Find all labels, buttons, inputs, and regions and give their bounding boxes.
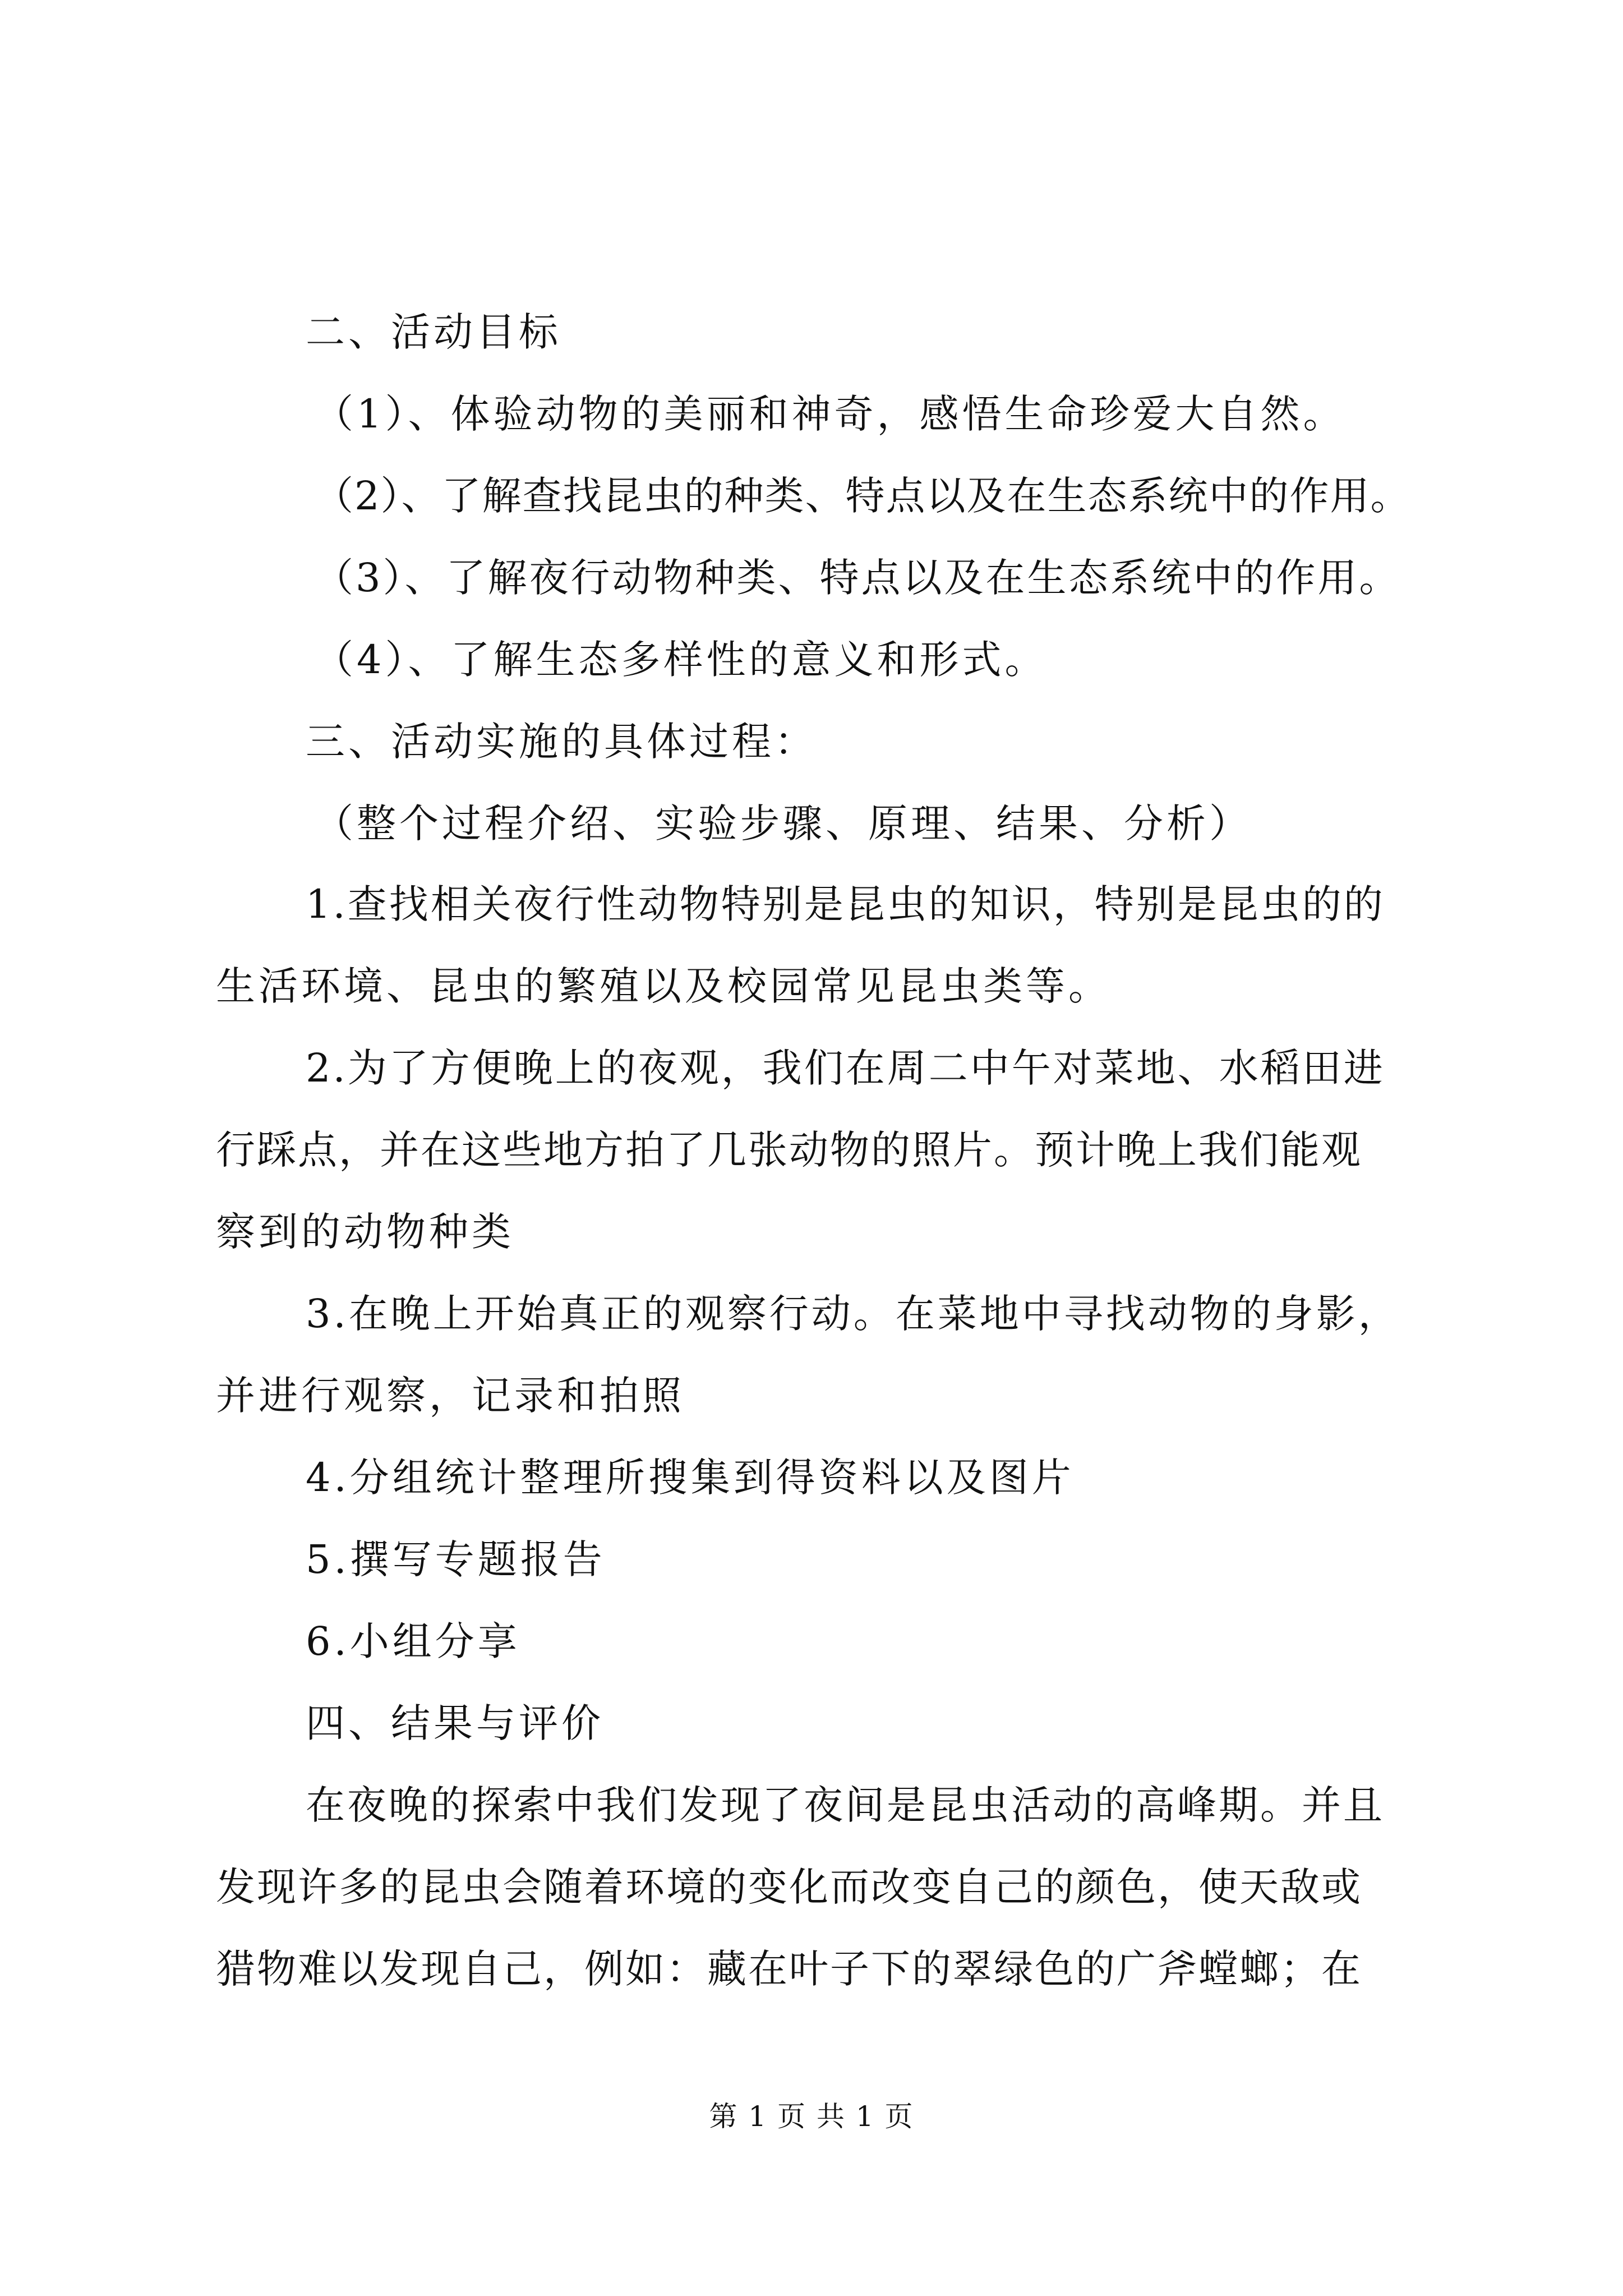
page-footer: 第 1 页 共 1 页 [709, 2100, 914, 2133]
paragraph-line: 3.在晚上开始真正的观察行动。在菜地中寻找动物的身影， [306, 1291, 1400, 1337]
section-heading: 二、活动目标 [306, 309, 561, 355]
paragraph-line: 生活环境、昆虫的繁殖以及校园常见昆虫类等。 [216, 963, 1111, 1009]
paragraph-line: 1.查找相关夜行性动物特别是昆虫的知识，特别是昆虫的的 [306, 881, 1385, 927]
objective-item: （4）、了解生态多样性的意义和形式。 [314, 637, 1048, 683]
paragraph-line: 察到的动物种类 [216, 1209, 514, 1255]
objective-item: （1）、体验动物的美丽和神奇，感悟生命珍爱大自然。 [314, 391, 1346, 437]
paragraph-line: 6.小组分享 [306, 1618, 520, 1664]
paragraph-line: （整个过程介绍、实验步骤、原理、结果、分析） [314, 800, 1252, 846]
paragraph-line: 2.为了方便晚上的夜观，我们在周二中午对菜地、水稻田进 [306, 1045, 1385, 1091]
paragraph-line: 猎物难以发现自己，例如：藏在叶子下的翠绿色的广斧螳螂；在 [216, 1946, 1362, 1992]
objective-item: （3）、了解夜行动物种类、特点以及在生态系统中的作用。 [314, 555, 1401, 601]
paragraph-line: 发现许多的昆虫会随着环境的变化而改变自己的颜色，使天敌或 [216, 1864, 1362, 1910]
paragraph-line: 在夜晚的探索中我们发现了夜间是昆虫活动的高峰期。并且 [306, 1782, 1385, 1828]
paragraph-line: 行踩点，并在这些地方拍了几张动物的照片。预计晚上我们能观 [216, 1127, 1362, 1173]
paragraph-line: 5.撰写专题报告 [306, 1536, 606, 1582]
section-heading: 三、活动实施的具体过程： [306, 719, 817, 765]
paragraph-line: 4.分组统计整理所搜集到得资料以及图片 [306, 1455, 1075, 1501]
paragraph-line: 并进行观察，记录和拍照 [216, 1373, 685, 1419]
section-heading: 四、结果与评价 [306, 1700, 604, 1746]
objective-item: （2）、了解查找昆虫的种类、特点以及在生态系统中的作用。 [314, 473, 1411, 519]
